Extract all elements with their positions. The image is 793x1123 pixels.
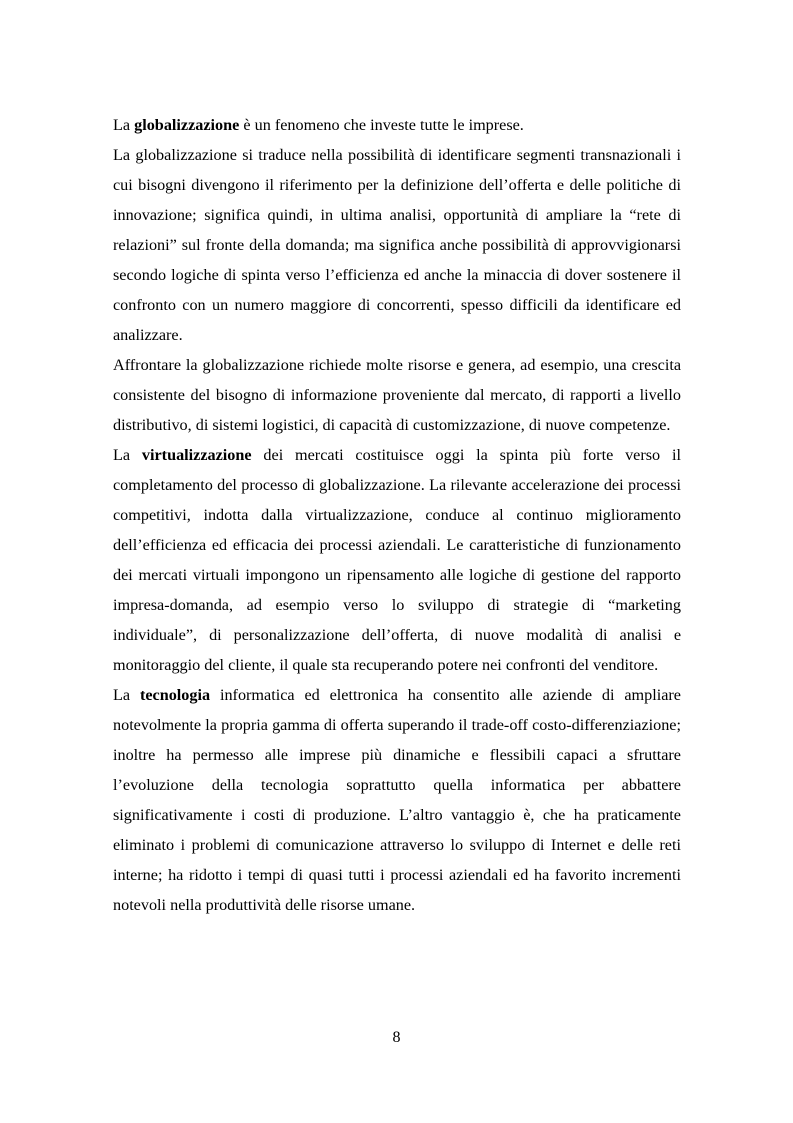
paragraph-affrontare-globalizzazione [113,350,681,440]
paragraph-text-pre: La [113,686,140,704]
paragraph-globalizzazione-intro [113,110,681,140]
paragraph-text-pre: La [113,116,135,134]
paragraph-text: dei mercati costituisce oggi la spinta più forte verso il completamento del processo di globalizzazione. La rilevante accelerazione dei processi competitivi, indotta dalla virtualizzazione, conduce al continuo miglioramento dell’efficienza ed efficacia dei processi aziendali. Le caratteristiche di funzionamento dei mercati virtuali impongono un ripensamento alle logiche di gestione del rapporto impresa-domanda, ad esempio verso lo sviluppo di strategie di “marketing individuale”, di personalizzazione dell’offerta, di nuove modalità di analisi e monitoraggio del cliente, il quale sta recuperando potere nei confronti del venditore. [113,446,681,674]
paragraph-text-pre: La [113,446,142,464]
paragraph-virtualizzazione [113,440,681,680]
paragraph-text: informatica ed elettronica ha consentito alle aziende di ampliare notevolmente la propria gamma di offerta superando il trade-off costo-differenziazione; inoltre ha permesso alle imprese più dinamiche e flessibili capaci a sfruttare l’evoluzione della tecnologia soprattutto quella informatica per abbattere significativamente i costi di produzione. L’altro vantaggio è, che ha praticamente eliminato i problemi di comunicazione attraverso lo sviluppo di Internet e delle reti interne; ha ridotto i tempi di quasi tutti i processi aziendali ed ha favorito incrementi notevoli nella produttività delle risorse umane. [113,686,681,914]
paragraph-text: Affrontare la globalizzazione richiede molte risorse e genera, ad esempio, una crescita consistente del bisogno di informazione proveniente dal mercato, di rapporti a livello distributivo, di sistemi logistici, di capacità di customizzazione, di nuove competenze. [113,356,681,434]
keyword-virtualizzazione: virtualizzazione [141,446,252,464]
keyword-tecnologia: tecnologia [139,686,211,704]
page-body [113,110,681,920]
paragraph-text: La globalizzazione si traduce nella possibilità di identificare segmenti transnazionali i cui bisogni divengono il riferimento per la definizione dell’offerta e delle politiche di innovazione; significa quindi, in ultima analisi, opportunità di ampliare la “rete di relazioni” sul fronte della domanda; ma significa anche possibilità di approvvigionarsi secondo logiche di spinta verso l’efficienza ed anche la minaccia di dover sostenere il confronto con un numero maggiore di concorrenti, spesso difficili da identificare ed analizzare. [113,146,681,344]
paragraph-globalizzazione-segmenti [113,140,681,350]
paragraph-text: è un fenomeno che investe tutte le imprese. [239,116,524,134]
page-number: 8 [392,1029,401,1046]
paragraph-tecnologia [113,680,681,920]
keyword-globalizzazione: globalizzazione [134,116,240,134]
